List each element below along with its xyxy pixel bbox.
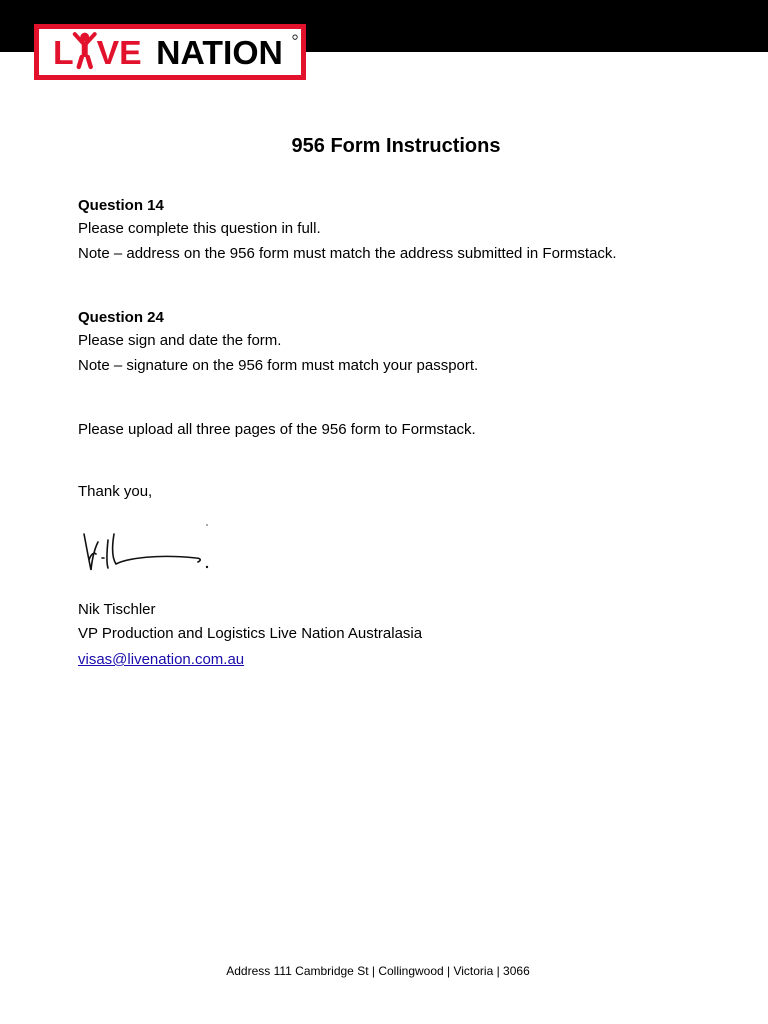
footer-address: Address 111 Cambridge St | Collingwood | Victoria | 3066	[226, 964, 530, 978]
email-link[interactable]: visas@livenation.com.au	[78, 651, 245, 668]
person-icon	[75, 33, 95, 67]
live-nation-wordmark	[53, 31, 301, 73]
question-14-note: Note – address on the 956 form must match the address submitted in Formstack.	[78, 245, 617, 262]
signatory-name: Nik Tischler	[78, 601, 156, 618]
question-14-heading: Question 14	[78, 197, 164, 214]
svg-text:VE: VE	[96, 33, 142, 72]
question-24-heading: Question 24	[78, 309, 164, 326]
svg-text:NATION: NATION	[156, 33, 283, 72]
signature-image	[78, 520, 218, 582]
upload-instruction: Please upload all three pages of the 956 form to Formstack.	[78, 421, 476, 438]
question-14-line: Please complete this question in full.	[78, 220, 321, 237]
signatory-email-row	[78, 649, 244, 671]
closing-text: Thank you,	[78, 483, 153, 500]
document-title: 956 Form Instructions	[291, 135, 501, 157]
question-24-line: Please sign and date the form.	[78, 332, 282, 349]
svg-text:L: L	[53, 33, 74, 72]
live-nation-logo	[34, 24, 306, 80]
question-24-note: Note – signature on the 956 form must match your passport.	[78, 357, 479, 374]
signatory-title: VP Production and Logistics Live Nation Australasia	[78, 625, 423, 642]
